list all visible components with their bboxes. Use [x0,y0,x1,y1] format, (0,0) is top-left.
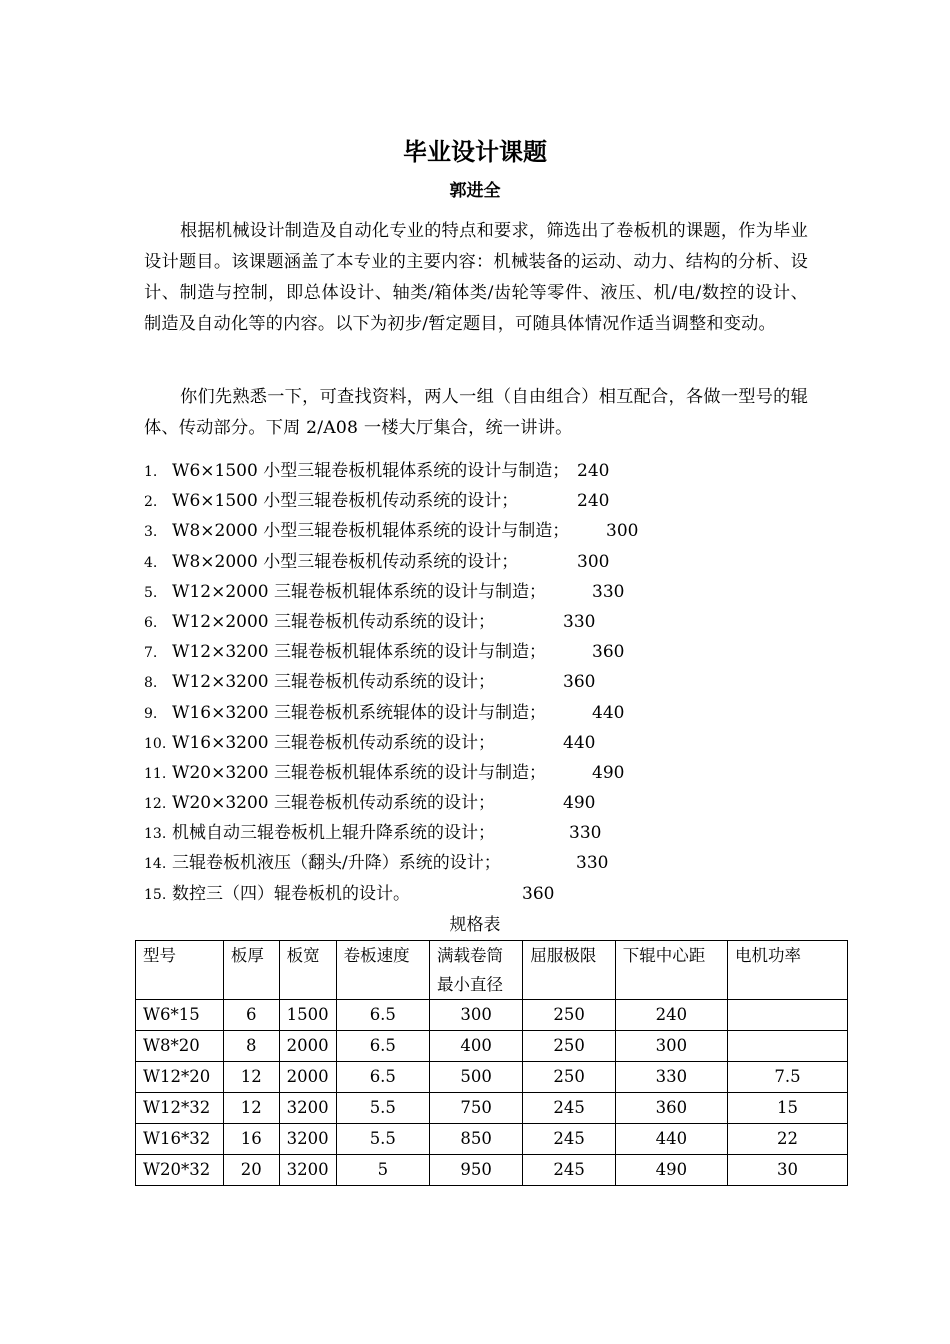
table-cell: 500 [429,1062,522,1093]
topic-value: 360 [522,883,555,904]
table-cell: 300 [615,1031,727,1062]
topic-number: 11. [144,765,167,782]
topic-value: 330 [569,823,602,844]
topic-item [144,758,844,788]
topic-item [144,848,844,878]
topic-item [144,728,844,758]
table-cell: 300 [429,1000,522,1031]
topic-text: W8×2000 小型三辊卷板机传动系统的设计； [172,551,519,572]
table-cell: 12 [223,1093,279,1124]
topic-text: W8×2000 小型三辊卷板机辊体系统的设计与制造； [172,521,570,542]
topic-value: 440 [592,702,625,723]
topic-number: 10. [144,735,167,752]
topic-item [144,516,844,546]
document-title: 毕业设计课题 [403,138,547,166]
column-header: 下辊中心距 [615,941,727,1000]
topic-value: 330 [563,611,596,632]
topic-text: W12×3200 三辊卷板机传动系统的设计； [172,672,496,693]
topic-item [144,577,844,607]
column-header: 满载卷筒最小直径 [429,941,522,1000]
table-cell: 400 [429,1031,522,1062]
topic-value: 300 [577,551,610,572]
table-cell: 15 [727,1093,847,1124]
topic-text: W16×3200 三辊卷板机系统辊体的设计与制造； [172,702,547,723]
table-cell [727,1000,847,1031]
topic-list [144,456,844,909]
topic-item [144,818,844,848]
topic-text: 机械自动三辊卷板机上辊升降系统的设计； [172,823,495,844]
table-cell: W16*32 [136,1124,224,1155]
table-cell: 8 [223,1031,279,1062]
table-cell: 330 [615,1062,727,1093]
table-cell: 6.5 [336,1062,429,1093]
table-header-row [136,941,848,1000]
topic-number: 4. [144,554,158,571]
table-cell: 360 [615,1093,727,1124]
table-cell: 750 [429,1093,522,1124]
topic-value: 240 [577,491,610,512]
table-cell: 245 [523,1124,615,1155]
topic-item [144,547,844,577]
table-cell: 5.5 [336,1124,429,1155]
topic-text: W20×3200 三辊卷板机辊体系统的设计与制造； [172,762,547,783]
table-cell: 950 [429,1155,522,1186]
table-row [136,1062,848,1093]
topic-value: 300 [606,521,639,542]
table-row [136,1000,848,1031]
table-cell: 440 [615,1124,727,1155]
instructions-paragraph: 你们先熟悉一下，可查找资料，两人一组（自由组合）相互配合，各做一型号的辊体、传动部分。下周 2/A08 一楼大厅集合，统一讲讲。 [144,387,808,438]
table-cell: 250 [523,1000,615,1031]
table-cell: 5.5 [336,1093,429,1124]
column-header: 卷板速度 [336,941,429,1000]
topic-text: 数控三（四）辊卷板机的设计。 [172,883,410,904]
topic-value: 360 [563,672,596,693]
topic-text: W12×2000 三辊卷板机传动系统的设计； [172,611,496,632]
topic-item [144,879,844,909]
topic-item [144,667,844,697]
topic-item [144,788,844,818]
table-row [136,1155,848,1186]
table-cell: 7.5 [727,1062,847,1093]
column-header: 电机功率 [727,941,847,1000]
table-cell: W8*20 [136,1031,224,1062]
table-cell: 3200 [279,1093,336,1124]
table-cell: 850 [429,1124,522,1155]
topic-value: 440 [563,732,596,753]
table-cell: 20 [223,1155,279,1186]
topic-number: 1. [144,464,158,480]
table-row [136,1031,848,1062]
table-cell: 5 [336,1155,429,1186]
table-cell: 250 [523,1062,615,1093]
topic-item [144,456,844,486]
topic-value: 490 [592,762,625,783]
table-cell: 3200 [279,1155,336,1186]
topic-value: 240 [577,461,610,481]
topic-text: W20×3200 三辊卷板机传动系统的设计； [172,793,496,814]
topic-number: 15. [144,886,167,903]
table-cell: 12 [223,1062,279,1093]
table-cell: 1500 [279,1000,336,1031]
table-row [136,1124,848,1155]
table-cell: 22 [727,1124,847,1155]
column-header: 型号 [136,941,224,1000]
table-cell: 3200 [279,1124,336,1155]
topic-number: 14. [144,856,167,873]
spec-table [135,940,848,1186]
table-cell: 245 [523,1155,615,1186]
table-cell: 250 [523,1031,615,1062]
table-cell [727,1031,847,1062]
table-cell: W6*15 [136,1000,224,1031]
intro-paragraph: 根据机械设计制造及自动化专业的特点和要求，筛选出了卷板机的课题，作为毕业设计题目。该课题涵盖了本专业的主要内容：机械装备的运动、动力、结构的分析、设计、制造与控制，即总体设计、轴类/箱体类/齿轮等零件、液压、机/电/数控的设计、制造及自动化等的内容。以下为初步/暂定题目，可随具体情况作适当调整和变动。 [144,221,808,334]
topic-value: 490 [563,793,596,814]
topic-number: 3. [144,524,158,541]
topic-value: 330 [592,581,625,602]
table-cell: 16 [223,1124,279,1155]
topic-value: 360 [592,642,625,663]
table-cell: W12*32 [136,1093,224,1124]
topic-number: 12. [144,796,167,813]
topic-number: 8. [144,675,158,692]
topic-text: 三辊卷板机液压（翻头/升降）系统的设计； [172,853,501,874]
table-cell: 6.5 [336,1000,429,1031]
table-row [136,1093,848,1124]
topic-number: 13. [144,826,167,843]
topic-text: W12×2000 三辊卷板机辊体系统的设计与制造； [172,581,547,602]
author-name: 郭进全 [449,181,501,201]
table-cell: 2000 [279,1062,336,1093]
table-cell: 2000 [279,1031,336,1062]
topic-number: 7. [144,645,158,662]
table-caption: 规格表 [449,915,501,935]
table-cell: 6 [223,1000,279,1031]
column-header: 屈服极限 [523,941,615,1000]
table-cell: W20*32 [136,1155,224,1186]
topic-text: W16×3200 三辊卷板机传动系统的设计； [172,732,496,753]
topic-item [144,607,844,637]
topic-number: 9. [144,705,158,722]
topic-item [144,698,844,728]
topic-text: W12×3200 三辊卷板机辊体系统的设计与制造； [172,642,547,663]
topic-text: W6×1500 小型三辊卷板机传动系统的设计； [172,491,519,512]
topic-number: 2. [144,494,158,511]
table-cell: 240 [615,1000,727,1031]
table-cell: W12*20 [136,1062,224,1093]
topic-number: 5. [144,584,158,601]
table-cell: 6.5 [336,1031,429,1062]
topic-item [144,486,844,516]
table-cell: 30 [727,1155,847,1186]
topic-item [144,637,844,667]
topic-value: 330 [576,853,609,874]
column-header: 板宽 [279,941,336,1000]
column-header: 板厚 [223,941,279,1000]
topic-text: W6×1500 小型三辊卷板机辊体系统的设计与制造； [172,461,570,481]
table-cell: 490 [615,1155,727,1186]
table-cell: 245 [523,1093,615,1124]
topic-number: 6. [144,614,158,631]
